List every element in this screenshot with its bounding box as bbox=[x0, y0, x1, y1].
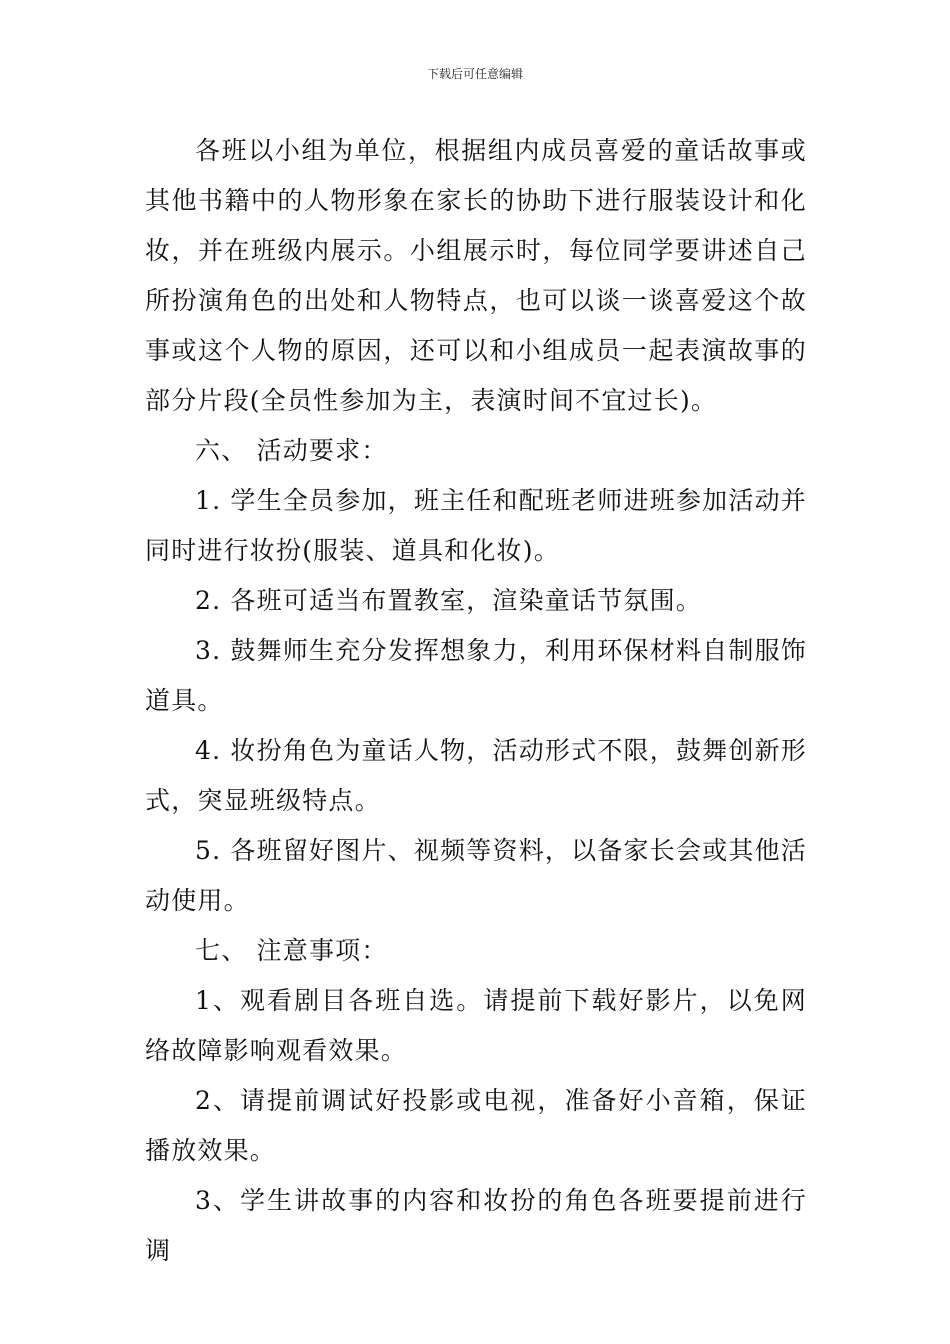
note-item-1: 1、观看剧目各班自选。请提前下载好影片，以免网络故障影响观看效果。 bbox=[145, 986, 807, 1065]
requirement-item-1: 1. 学生全员参加，班主任和配班老师进班参加活动并同时进行妆扮(服装、道具和化妆)。 bbox=[145, 486, 807, 565]
header-note: 下载后可任意编辑 bbox=[426, 67, 523, 81]
requirement-item-4: 4. 妆扮角色为童话人物，活动形式不限，鼓舞创新形式，突显班级特点。 bbox=[145, 736, 807, 815]
section-heading-requirements: 六、 活动要求： bbox=[195, 436, 388, 465]
section-heading-notes: 七、 注意事项： bbox=[195, 936, 388, 965]
note-item-2: 2、请提前调试好投影或电视，准备好小音箱，保证播放效果。 bbox=[145, 1086, 807, 1165]
paragraph-costume-design: 各班以小组为单位，根据组内成员喜爱的童话故事或其他书籍中的人物形象在家长的协助下进行服装设计和化妆，并在班级内展示。小组展示时，每位同学要讲述自己所扮演角色的出处和人物特点，也可以谈一谈喜爱这个故事或这个人物的原因，还可以和小组成员一起表演故事的部分片段(全员性参加为主，表演时间不宜过长)。 bbox=[145, 136, 807, 415]
requirement-item-2: 2. 各班可适当布置教室，渲染童话节氛围。 bbox=[195, 586, 703, 615]
note-item-3: 3、学生讲故事的内容和妆扮的角色各班要提前进行调 bbox=[145, 1186, 807, 1265]
requirement-item-5: 5. 各班留好图片、视频等资料，以备家长会或其他活动使用。 bbox=[145, 836, 807, 915]
requirement-item-3: 3. 鼓舞师生充分发挥想象力，利用环保材料自制服饰道具。 bbox=[145, 636, 807, 715]
document-body bbox=[145, 126, 807, 1276]
